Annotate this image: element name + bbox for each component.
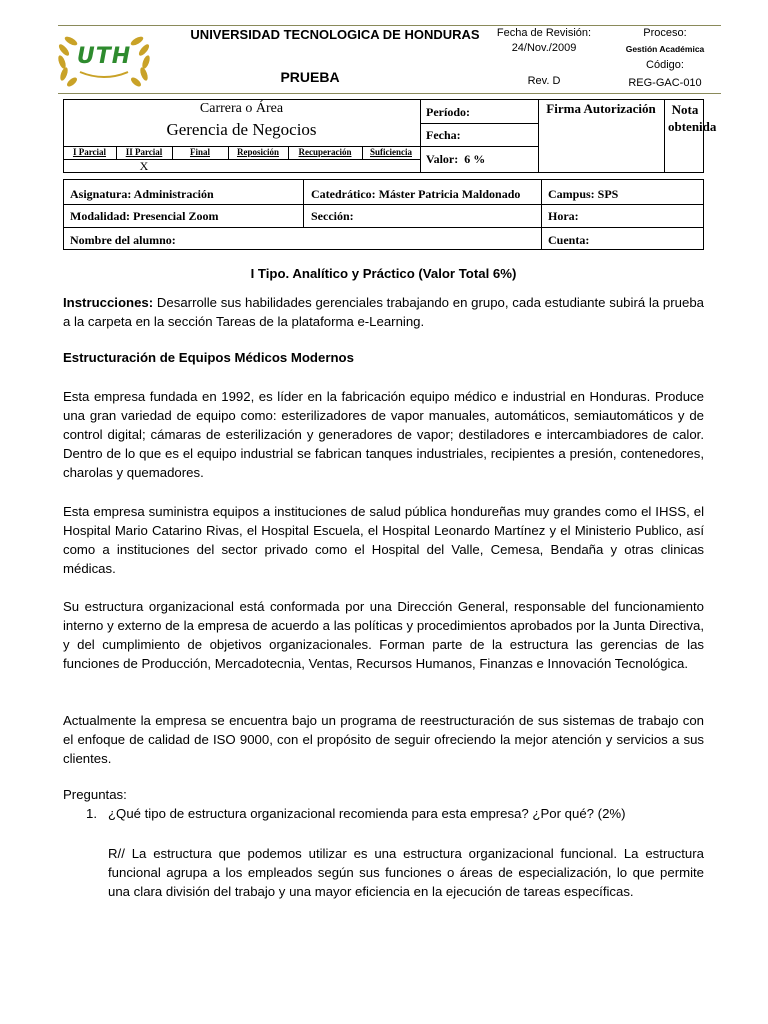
divider (303, 179, 304, 227)
uth-logo (54, 32, 154, 88)
grade-label: Nota obtenida (668, 102, 717, 134)
process-label: Proceso: (643, 27, 687, 39)
account-field: Cuenta: (548, 233, 590, 247)
code-label: Código: (646, 59, 684, 71)
section-field: Sección: (311, 209, 354, 223)
partial-1: I Parcial (72, 147, 107, 157)
divider (63, 227, 704, 228)
questions-label: Preguntas: (63, 787, 127, 802)
logo-text: UTH (76, 44, 132, 69)
revision-date: 24/Nov./2009 (511, 42, 577, 54)
case-title: Estructuración de Equipos Médicos Modernos (63, 350, 354, 365)
partial-selected-mark: X (139, 159, 149, 173)
value-label: Valor: 6 % (426, 152, 486, 166)
period-label: Período: (426, 105, 470, 119)
university-name: UNIVERSIDAD TECNOLOGICA DE HONDURAS (190, 27, 480, 42)
hour-field: Hora: (548, 209, 579, 223)
case-paragraph-4: Actualmente la empresa se encuentra bajo un programa de reestructuración de sus sistemas de trabajo con el enfoque de calidad de ISO 9000, con el propósito de seguir ofreciendo la mejor atención y servicios a sus clientes. (63, 713, 704, 766)
partial-final: Final (189, 147, 210, 157)
modality-field: Modalidad: Presencial Zoom (70, 209, 219, 223)
divider (420, 99, 421, 173)
question-1: ¿Qué tipo de estructura organizacional recomienda para esta empresa? ¿Por qué? (2%) (108, 806, 626, 821)
revision-code: Rev. D (527, 75, 561, 87)
teacher-field: Catedrático: Máster Patricia Maldonado (311, 187, 521, 201)
date-label: Fecha: (426, 128, 461, 142)
career-label: Carrera o Área (199, 101, 284, 116)
code-value: REG-GAC-010 (628, 77, 702, 89)
subject-field: Asignatura: Administración (70, 187, 214, 201)
process-value: Gestión Académica (625, 44, 705, 54)
divider (63, 204, 704, 205)
divider (420, 146, 538, 147)
answer-1: R// La estructura que podemos utilizar es una estructura organizacional funcional. La estructura funcional agrupa a los empleados según sus funciones o áreas de especialización, lo que permite una clara división del trabajo y una mayor eficiencia en la ejecución de tareas específicas. (108, 846, 704, 899)
revision-label: Fecha de Revisión: (496, 27, 592, 39)
student-name-field: Nombre del alumno: (70, 233, 176, 247)
divider (420, 123, 538, 124)
instructions-text: Desarrolle sus habilidades gerenciales trabajando en grupo, cada estudiante subirá la prueba a la carpeta en la sección Tareas de la plataforma e-Learning. (63, 295, 704, 329)
case-paragraph-3: Su estructura organizacional está conformada por una Dirección General, responsable del funcionamiento interno y externo de la empresa de acuerdo a las políticas y procedimientos aprobados por la Junta Directiva, y del cumplimiento de objetivos organizacionales. Forman parte de la estructura las gerencias de las funciones de Producción, Mercadotecnia, Ventas, Recursos Humanos, Finanzas e Innovación Tecnológica. (63, 599, 704, 671)
question-number: 1. (86, 806, 97, 821)
document-type: PRUEBA (280, 69, 340, 85)
partial-2: II Parcial (125, 147, 163, 157)
header-top-rule (58, 25, 721, 26)
instructions-label: Instrucciones: (63, 295, 154, 310)
career-value: Gerencia de Negocios (166, 120, 317, 139)
instructions (63, 293, 704, 331)
partial-recuperacion: Recuperación (298, 147, 352, 157)
divider (664, 99, 665, 173)
header-bottom-rule (58, 93, 721, 94)
signature-label: Firma Autorización (546, 101, 656, 116)
case-paragraph-1: Esta empresa fundada en 1992, es líder en la fabricación equipo médico e industrial en Honduras. Produce una gran variedad de equipo como: esterilizadores de vapor manuales, automáticos, semiautomáticos y de control digital; cámaras de esterilización y generadores de vapor; destiladores e intercambiadores de calor. Dentro de lo que es el equipo industrial se fabrican tanques industriales, recipientes a presión, contenedores, charolas y quemadores. (63, 389, 704, 480)
partial-reposicion: Reposición (236, 147, 279, 157)
divider (541, 179, 542, 250)
section-title: I Tipo. Analítico y Práctico (Valor Total 6%) (250, 266, 517, 281)
campus-field: Campus: SPS (548, 187, 619, 201)
partial-suficiencia: Suficiencia (370, 147, 412, 157)
case-paragraph-2: Esta empresa suministra equipos a instituciones de salud pública hondureñas muy grandes como el IHSS, el Hospital Mario Catarino Rivas, el Hospital Escuela, el Hospital Leonardo Martínez y el Ministerio Publico, así como a instituciones del sector privado como el Hospital del Valle, Cemesa, Bendaña y otras clinicas médicas. (63, 504, 704, 576)
